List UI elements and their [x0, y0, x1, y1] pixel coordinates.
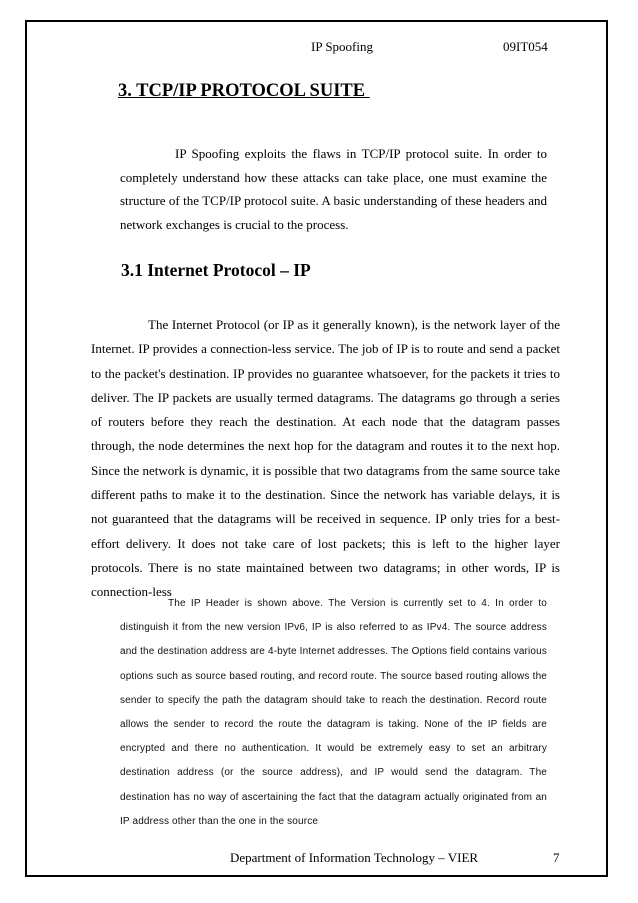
page-number: 7 [553, 850, 560, 865]
section-title: 3.1 Internet Protocol – IP [121, 260, 311, 280]
header-id: 09IT054 [503, 39, 548, 54]
chapter-title: 3. TCP/IP PROTOCOL SUITE [118, 81, 370, 101]
intro-paragraph: IP Spoofing exploits the flaws in TCP/IP protocol suite. In order to completely understand how these attacks can take place, one must examine the structure of the TCP/IP protocol suite. A basic understanding of these headers and network exchanges is crucial to the process. [120, 146, 547, 232]
footer-department: Department of Information Technology – VIER [230, 850, 479, 865]
section-paragraph: The Internet Protocol (or IP as it generally known), is the network layer of the Internet. IP provides a connection-less service. The job of IP is to route and send a packet to the packet's destination. IP provides no guarantee whatsoever, for the packets it tries to deliver. The IP packets are usually termed datagrams. The datagrams go through a series of routers before they reach the destination. At each node that the datagram passes through, the node determines the next hop for the datagram and routes it to the next hop. Since the network is dynamic, it is possible that two datagrams from the same source take different paths to make it to the destination. Since the network has variable delays, it is not guaranteed that the datagrams will be received in sequence. IP only tries for a best-effort delivery. It does not take care of lost packets; this is left to the higher layer protocols. There is no state maintained between two datagrams; in other words, IP is connection-less [91, 317, 560, 600]
ip-header-paragraph: The IP Header is shown above. The Version is currently set to 4. In order to distinguish it from the new version IPv6, IP is also referred to as IPv4. The source address and the destination address are 4-byte Internet addresses. The Options field contains various options such as source based routing, and record route. The source based routing allows the sender to specify the path the datagram should take to reach the destination. Record route allows the sender to record the route the datagram is taking. None of the IP fields are encrypted and there no authentication. It would be extremely easy to set an arbitrary destination address (or the source address), and IP would send the datagram. The destination has no way of ascertaining the fact that the datagram actually originated from an IP address other than the one in the source [120, 598, 547, 827]
header-title: IP Spoofing [311, 39, 373, 54]
